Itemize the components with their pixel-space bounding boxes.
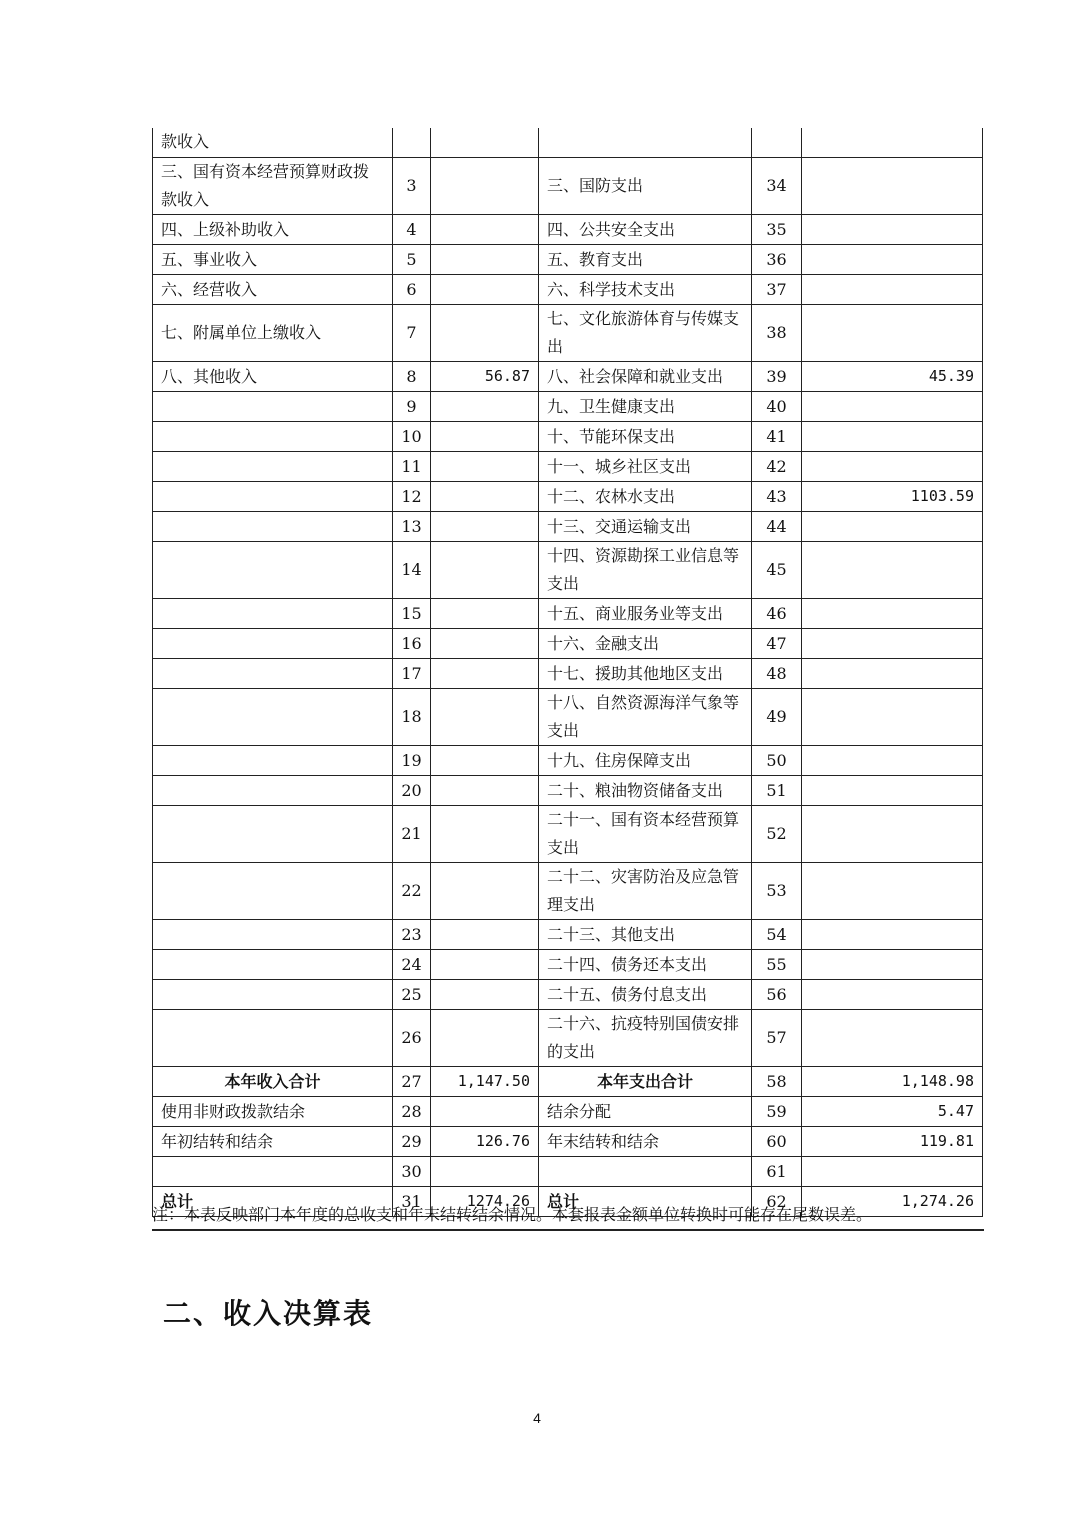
income-item-cell [153,598,393,628]
income-item-cell: 款收入 [153,128,393,157]
expenditure-amount-cell: 1,274.26 [802,1186,983,1216]
expenditure-line-number-cell: 38 [752,304,802,361]
income-item-cell [153,919,393,949]
expenditure-amount-cell [802,805,983,862]
expenditure-amount-cell [802,391,983,421]
income-item-cell: 四、上级补助收入 [153,214,393,244]
page-number: 4 [533,1410,541,1426]
expenditure-amount-cell [802,157,983,214]
income-item-cell [153,511,393,541]
expenditure-amount-cell [802,1156,983,1186]
table-row [153,628,983,658]
expenditure-item-cell [539,1156,752,1186]
income-amount-cell [431,628,539,658]
expenditure-item-cell: 四、公共安全支出 [539,214,752,244]
income-amount-cell [431,775,539,805]
expenditure-item-cell: 五、教育支出 [539,244,752,274]
income-amount-cell [431,979,539,1009]
income-amount-cell [431,481,539,511]
expenditure-line-number-cell: 55 [752,949,802,979]
expenditure-item-cell: 十一、城乡社区支出 [539,451,752,481]
income-line-number-cell: 31 [393,1186,431,1216]
table-row [153,658,983,688]
table-row [153,598,983,628]
income-amount-cell [431,862,539,919]
income-line-number-cell: 14 [393,541,431,598]
income-line-number-cell: 5 [393,244,431,274]
expenditure-item-cell: 年末结转和结余 [539,1126,752,1156]
expenditure-line-number-cell: 35 [752,214,802,244]
expenditure-amount-cell [802,949,983,979]
table-row [153,688,983,745]
income-item-cell [153,688,393,745]
table-row [153,128,983,157]
expenditure-amount-cell [802,628,983,658]
income-line-number-cell: 29 [393,1126,431,1156]
expenditure-line-number-cell: 48 [752,658,802,688]
income-amount-cell [431,805,539,862]
expenditure-line-number-cell: 34 [752,157,802,214]
expenditure-line-number-cell: 39 [752,361,802,391]
expenditure-item-cell: 三、国防支出 [539,157,752,214]
income-amount-cell [431,157,539,214]
income-line-number-cell: 26 [393,1009,431,1066]
table-row [153,214,983,244]
table-row [153,304,983,361]
expenditure-line-number-cell: 52 [752,805,802,862]
expenditure-line-number-cell: 57 [752,1009,802,1066]
expenditure-item-cell: 二十五、债务付息支出 [539,979,752,1009]
income-item-cell [153,391,393,421]
income-line-number-cell: 8 [393,361,431,391]
table-row [153,361,983,391]
expenditure-amount-cell [802,919,983,949]
income-amount-cell [431,244,539,274]
expenditure-line-number-cell: 51 [752,775,802,805]
income-expenditure-table [152,128,983,1217]
table-row [153,511,983,541]
table-row [153,805,983,862]
expenditure-line-number-cell: 44 [752,511,802,541]
expenditure-item-cell: 十三、交通运输支出 [539,511,752,541]
income-line-number-cell: 21 [393,805,431,862]
expenditure-item-cell: 十九、住房保障支出 [539,745,752,775]
income-item-cell: 六、经营收入 [153,274,393,304]
expenditure-line-number-cell: 60 [752,1126,802,1156]
table-row [153,745,983,775]
expenditure-amount-cell [802,688,983,745]
expenditure-item-cell: 二十三、其他支出 [539,919,752,949]
expenditure-item-cell: 二十、粮油物资储备支出 [539,775,752,805]
section-heading: 二、收入决算表 [163,1297,374,1330]
expenditure-item-cell: 十五、商业服务业等支出 [539,598,752,628]
expenditure-amount-cell [802,274,983,304]
expenditure-item-cell: 二十二、灾害防治及应急管理支出 [539,862,752,919]
income-item-cell [153,481,393,511]
table-row [153,862,983,919]
income-line-number-cell: 6 [393,274,431,304]
income-amount-cell [431,949,539,979]
income-line-number-cell: 18 [393,688,431,745]
income-line-number-cell: 3 [393,157,431,214]
table-row [153,391,983,421]
income-amount-cell [431,304,539,361]
income-line-number-cell: 19 [393,745,431,775]
expenditure-line-number-cell: 61 [752,1156,802,1186]
income-line-number-cell: 23 [393,919,431,949]
table-row [153,451,983,481]
expenditure-item-cell: 七、文化旅游体育与传媒支出 [539,304,752,361]
expenditure-amount-cell [802,244,983,274]
expenditure-amount-cell [802,658,983,688]
table-row [153,949,983,979]
income-amount-cell [431,214,539,244]
expenditure-line-number-cell: 58 [752,1066,802,1096]
expenditure-line-number-cell: 54 [752,919,802,949]
expenditure-line-number-cell: 46 [752,598,802,628]
expenditure-line-number-cell: 45 [752,541,802,598]
expenditure-line-number-cell [752,128,802,157]
expenditure-item-cell: 十七、援助其他地区支出 [539,658,752,688]
income-item-cell [153,775,393,805]
expenditure-item-cell: 十四、资源勘探工业信息等支出 [539,541,752,598]
income-item-cell [153,862,393,919]
expenditure-line-number-cell: 50 [752,745,802,775]
income-item-cell [153,745,393,775]
expenditure-amount-cell [802,214,983,244]
expenditure-item-cell: 八、社会保障和就业支出 [539,361,752,391]
expenditure-item-cell: 十八、自然资源海洋气象等支出 [539,688,752,745]
income-line-number-cell: 4 [393,214,431,244]
income-amount-cell [431,511,539,541]
income-item-cell [153,541,393,598]
expenditure-amount-cell [802,598,983,628]
expenditure-line-number-cell: 36 [752,244,802,274]
income-amount-cell [431,128,539,157]
income-item-cell: 八、其他收入 [153,361,393,391]
income-amount-cell [431,1009,539,1066]
income-line-number-cell: 13 [393,511,431,541]
income-item-cell [153,1009,393,1066]
expenditure-line-number-cell: 56 [752,979,802,1009]
expenditure-line-number-cell: 42 [752,451,802,481]
expenditure-amount-cell: 119.81 [802,1126,983,1156]
table-row [153,1156,983,1186]
income-item-cell: 总计 [153,1186,393,1216]
income-item-cell [153,658,393,688]
table-footnote: 注：本表反映部门本年度的总收支和年末结转结余情况。本套报表金额单位转换时可能存在尾数误差。 [152,1200,984,1231]
expenditure-line-number-cell: 47 [752,628,802,658]
income-item-cell: 年初结转和结余 [153,1126,393,1156]
income-amount-cell [431,274,539,304]
income-line-number-cell: 17 [393,658,431,688]
income-amount-cell: 1274.26 [431,1186,539,1216]
income-line-number-cell: 22 [393,862,431,919]
expenditure-line-number-cell: 37 [752,274,802,304]
table-row [153,1096,983,1126]
expenditure-item-cell: 二十六、抗疫特别国债安排的支出 [539,1009,752,1066]
table-row [153,244,983,274]
table-row [153,1009,983,1066]
expenditure-amount-cell [802,421,983,451]
expenditure-item-cell: 六、科学技术支出 [539,274,752,304]
income-amount-cell [431,745,539,775]
income-item-cell [153,805,393,862]
expenditure-amount-cell: 45.39 [802,361,983,391]
income-amount-cell [431,451,539,481]
income-item-cell [153,979,393,1009]
expenditure-line-number-cell: 40 [752,391,802,421]
expenditure-item-cell: 十二、农林水支出 [539,481,752,511]
expenditure-item-cell: 九、卫生健康支出 [539,391,752,421]
income-amount-cell: 56.87 [431,361,539,391]
income-line-number-cell: 27 [393,1066,431,1096]
income-line-number-cell: 7 [393,304,431,361]
income-line-number-cell: 28 [393,1096,431,1126]
table-row [153,421,983,451]
expenditure-item-cell: 二十四、债务还本支出 [539,949,752,979]
income-amount-cell [431,1156,539,1186]
income-amount-cell [431,688,539,745]
table-row [153,1126,983,1156]
expenditure-amount-cell [802,511,983,541]
income-item-cell: 七、附属单位上缴收入 [153,304,393,361]
table-row [153,1066,983,1096]
expenditure-line-number-cell: 43 [752,481,802,511]
income-item-cell [153,1156,393,1186]
expenditure-amount-cell [802,862,983,919]
expenditure-item-cell [539,128,752,157]
expenditure-line-number-cell: 59 [752,1096,802,1126]
income-line-number-cell: 24 [393,949,431,979]
table-row [153,274,983,304]
expenditure-line-number-cell: 49 [752,688,802,745]
expenditure-item-cell: 结余分配 [539,1096,752,1126]
income-line-number-cell: 16 [393,628,431,658]
expenditure-amount-cell [802,451,983,481]
income-line-number-cell [393,128,431,157]
expenditure-line-number-cell: 62 [752,1186,802,1216]
expenditure-amount-cell: 1103.59 [802,481,983,511]
expenditure-amount-cell [802,775,983,805]
income-item-cell: 五、事业收入 [153,244,393,274]
expenditure-amount-cell: 5.47 [802,1096,983,1126]
income-item-cell: 使用非财政拨款结余 [153,1096,393,1126]
table-row [153,481,983,511]
income-amount-cell [431,658,539,688]
income-line-number-cell: 12 [393,481,431,511]
expenditure-line-number-cell: 41 [752,421,802,451]
income-amount-cell [431,919,539,949]
income-line-number-cell: 10 [393,421,431,451]
expenditure-amount-cell [802,304,983,361]
expenditure-item-cell: 二十一、国有资本经营预算支出 [539,805,752,862]
income-item-cell [153,451,393,481]
income-item-cell [153,628,393,658]
income-amount-cell: 1,147.50 [431,1066,539,1096]
income-amount-cell [431,421,539,451]
expenditure-item-cell: 十、节能环保支出 [539,421,752,451]
income-amount-cell [431,598,539,628]
income-line-number-cell: 20 [393,775,431,805]
table-row [153,775,983,805]
income-amount-cell [431,391,539,421]
expenditure-amount-cell [802,745,983,775]
income-amount-cell [431,541,539,598]
income-amount-cell [431,1096,539,1126]
income-item-cell [153,949,393,979]
table-row [153,157,983,214]
income-line-number-cell: 25 [393,979,431,1009]
expenditure-amount-cell [802,128,983,157]
expenditure-amount-cell [802,979,983,1009]
expenditure-amount-cell [802,1009,983,1066]
income-line-number-cell: 11 [393,451,431,481]
income-item-cell: 三、国有资本经营预算财政拨款收入 [153,157,393,214]
income-line-number-cell: 30 [393,1156,431,1186]
table-row [153,541,983,598]
income-amount-cell: 126.76 [431,1126,539,1156]
expenditure-amount-cell: 1,148.98 [802,1066,983,1096]
income-item-cell: 本年收入合计 [153,1066,393,1096]
income-item-cell [153,421,393,451]
expenditure-line-number-cell: 53 [752,862,802,919]
income-line-number-cell: 9 [393,391,431,421]
table-row [153,919,983,949]
expenditure-item-cell: 十六、金融支出 [539,628,752,658]
expenditure-item-cell: 本年支出合计 [539,1066,752,1096]
expenditure-amount-cell [802,541,983,598]
table-row [153,979,983,1009]
income-line-number-cell: 15 [393,598,431,628]
expenditure-item-cell: 总计 [539,1186,752,1216]
